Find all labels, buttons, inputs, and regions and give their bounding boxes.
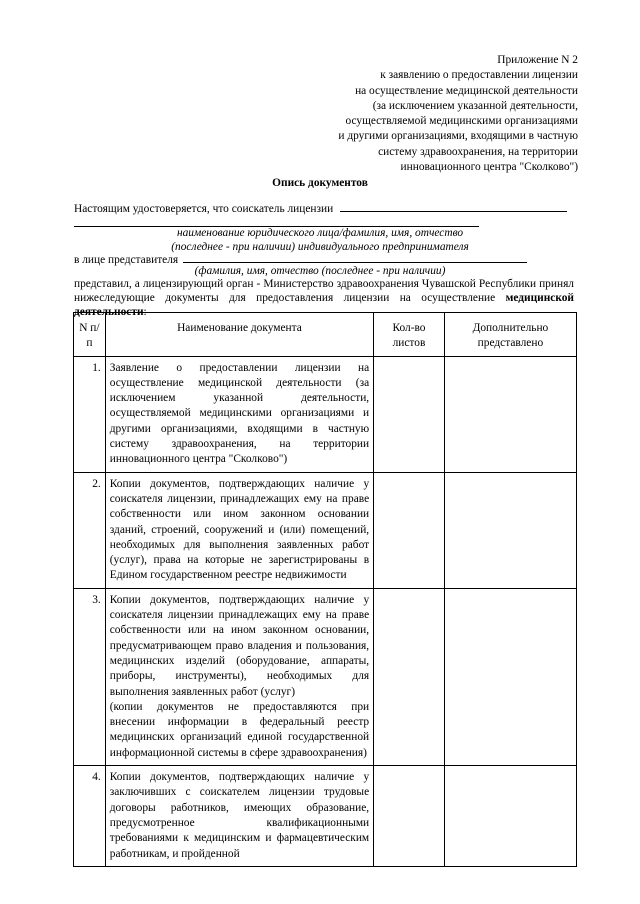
- row-document-name: Заявление о предоставлении лицензии на осуществление медицинской деятельности (за исключением указанной деятельности, осуществляемой медицинскими организациями и другими организациями, входящими в частную систему здравоохранения, на территории инновационного центра "Сколково"): [105, 356, 373, 472]
- representative-text: в лице представителя: [74, 254, 179, 266]
- caption-name-1: наименование юридического лица/фамилия, имя, отчество: [176, 227, 464, 239]
- appendix-header: [338, 53, 578, 175]
- table-row: [74, 356, 577, 472]
- appendix-line: (за исключением указанной деятельности,: [372, 99, 578, 112]
- appendix-line: к заявлению о предоставлении лицензии: [380, 69, 578, 82]
- table-row: [74, 472, 577, 588]
- certify-text: Настоящим удостоверяется, что соискатель лицензии: [74, 203, 334, 215]
- appendix-line: и другими организациями, входящими в частную: [338, 130, 578, 143]
- documents-table: [73, 312, 577, 867]
- row-sheet-count[interactable]: [374, 766, 445, 867]
- appendix-line: на осуществление медицинской деятельности: [355, 84, 578, 97]
- submitted-bold: медицинской деятельности: [74, 292, 574, 318]
- row-document-name: Копии документов, подтверждающих наличие у соискателя лицензии, принадлежащих ему на праве собственности или ином законном основании зданий, строений, сооружений и (или) помещений, необходимых для выполнения заявленных работ (услуг), права на которые не зарегистрированы в Едином государственном реестре недвижимости: [105, 472, 373, 588]
- caption-person: (фамилия, имя, отчество (последнее - при наличии): [194, 265, 446, 277]
- row-additional[interactable]: [444, 766, 576, 867]
- row-number: 2.: [74, 472, 106, 588]
- row-document-name: Копии документов, подтверждающих наличие у заключивших с соискателем лицензии трудовые договоры работников, имеющих образование, предусмотренное квалификационными требованиями к медицинским и фармацевтическим работникам, и пройденной: [105, 766, 373, 867]
- appendix-line: осуществляемой медицинскими организациями: [345, 115, 578, 128]
- row-additional[interactable]: [444, 472, 576, 588]
- row-document-name-cell: [105, 588, 373, 765]
- row-additional[interactable]: [444, 588, 576, 765]
- header-qty: Кол-во листов: [374, 313, 445, 357]
- header-n: N п/п: [74, 313, 106, 357]
- representative-blank[interactable]: [183, 252, 527, 263]
- submitted-text: представил, а лицензирующий орган - Министерство здравоохранения Чувашской Республики принял нижеследующие документы для предоставления лицензии на осуществление: [74, 278, 574, 304]
- appendix-line: систему здравоохранения, на территории: [378, 145, 578, 158]
- appendix-line: инновационного центра "Сколково"): [400, 161, 578, 174]
- header-extra: Дополнительно представлено: [444, 313, 576, 357]
- table-header-row: [74, 313, 577, 357]
- row-sheet-count[interactable]: [374, 356, 445, 472]
- row-document-name: Копии документов, подтверждающих наличие у соискателя лицензии принадлежащих ему на праве собственности или на ином законном основании, предусматривающем право владения и пользования, медицинских изделий (оборудование, аппараты, приборы, инструменты), необходимых для выполнения заявленных работ (услуг): [109, 593, 370, 698]
- document-title: Опись документов: [272, 177, 368, 189]
- row-additional[interactable]: [444, 356, 576, 472]
- caption-name-2: (последнее - при наличии) индивидуального предпринимателя: [171, 241, 469, 253]
- row-sheet-count[interactable]: [374, 472, 445, 588]
- submitted-end: :: [143, 306, 147, 318]
- applicant-blank[interactable]: [340, 201, 567, 212]
- table-row: [74, 766, 577, 867]
- table-row: [74, 588, 577, 765]
- row-sheet-count[interactable]: [374, 588, 445, 765]
- header-name: Наименование документа: [105, 313, 373, 357]
- row-number: 4.: [74, 766, 106, 867]
- row-number: 3.: [74, 588, 106, 765]
- appendix-line: Приложение N 2: [497, 54, 578, 66]
- certify-line: [74, 201, 567, 216]
- row-document-note: (копии документов не предоставляются при внесении информации в федеральный реестр медицинских организаций единой государственной информационной системы в сфере здравоохранения): [109, 700, 370, 759]
- row-number: 1.: [74, 356, 106, 472]
